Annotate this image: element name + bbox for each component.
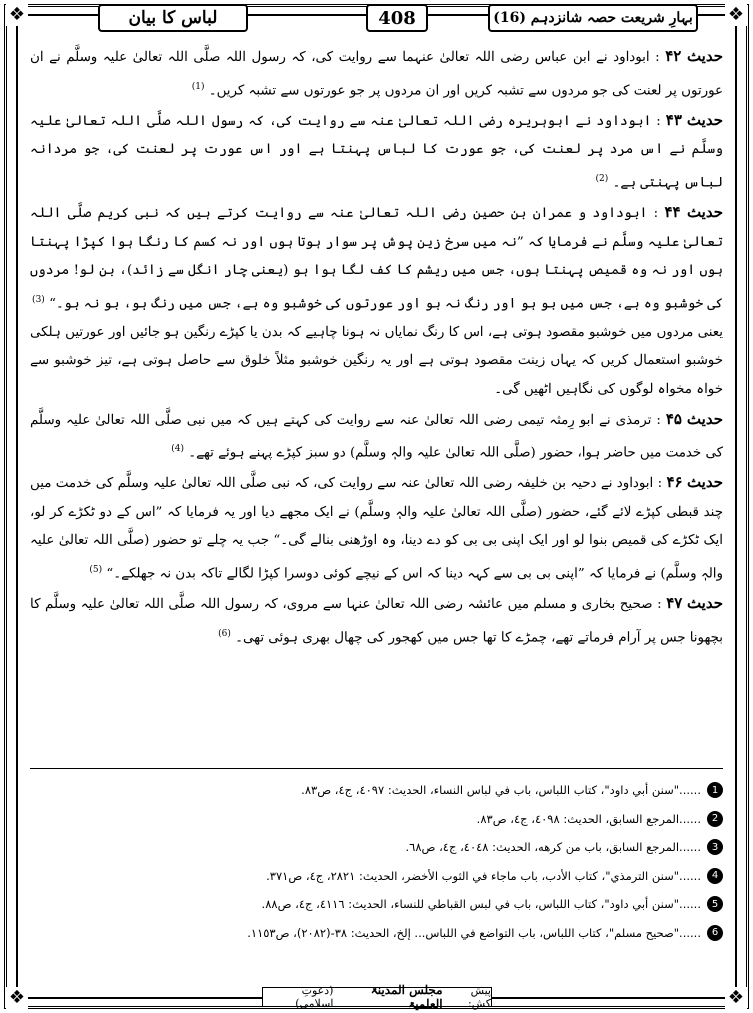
footnote-number: 5	[707, 896, 723, 912]
hadith-text: : ابوداود نے ابوہریرہ رضی اللہ تعالیٰ عنہ سے روایت کی، کہ رسول اللہ صلَّی اللہ تعالیٰ علیہ وسلَّم نے اس مرد پر لعنت کی، جو عورت کا لباس پہنتا ہے اور اس عورت پر لعنت کی، جو مردانہ لباس پہنتی ہے۔	[30, 113, 724, 191]
footnote-text: ......المرجع السابق، باب من كرهه، الحديث: ٤٠٤٨، ج٤، ص٦٨.	[405, 840, 701, 855]
hadith-label: حدیث	[686, 202, 724, 221]
publisher-footer	[262, 983, 492, 1011]
footnote-number: 1	[707, 782, 723, 798]
hadith-45	[30, 405, 723, 469]
footnote-ref[interactable]: (3)	[32, 294, 45, 305]
publisher-org: (دعوتِ اسلامی)	[295, 984, 334, 1010]
footnote-number: 6	[707, 925, 723, 941]
hadith-text: : صحیح بخاری و مسلم میں عائشہ رضی اللہ تعالیٰ عنہا سے مروی، کہ رسول اللہ صلَّی اللہ تعالیٰ علیہ وسلَّم کا بچھونا جس پر آرام فرماتے تھے، چمڑے کا تھا جس میں کھجور کی چھال بھری ہوئی تھی۔	[30, 597, 723, 646]
hadith-number: ۴۳	[665, 110, 682, 129]
footnote-item	[30, 862, 723, 891]
hadith-number: ۴۵	[665, 409, 682, 428]
footnote-item	[30, 776, 723, 805]
corner-ornament-icon: ❖	[6, 987, 28, 1009]
hadith-text: : ترمذی نے ابو رِمثہ تیمی رضی اللہ تعالیٰ عنہ سے روایت کی کہتے ہیں کہ میں نبی صلَّی اللہ تعالیٰ علیہ وسلَّم کی خدمت میں حاضر ہوا، حضور (صلَّی اللہ تعالیٰ علیہ والہٖ وسلَّم) دو سبز کپڑے پہنے ہوئے تھے۔	[30, 412, 723, 461]
footnote-item	[30, 919, 723, 948]
footnote-text: ......"سنن أبي داود"، كتاب اللباس، باب في لباس النساء، الحديث: ٤٠٩٧، ج٤، ص٨٣.	[301, 783, 701, 798]
footnotes	[30, 776, 723, 947]
hadith-number: ۴۶	[666, 473, 683, 492]
corner-ornament-icon: ❖	[725, 987, 747, 1009]
book-title: بہارِ شریعت حصہ شانزدہم (16)	[488, 4, 698, 32]
main-text	[30, 42, 723, 653]
hadith-label: حدیث	[686, 594, 723, 613]
hadith-number: ۴۷	[666, 594, 683, 613]
footnote-separator	[30, 768, 723, 769]
hadith-number: ۴۲	[665, 47, 682, 65]
page-number: 408	[366, 4, 428, 32]
footnote-ref[interactable]: (5)	[89, 564, 103, 575]
hadith-44	[30, 198, 723, 319]
hadith-text: : ابوداود نے دحیہ بن خلیفہ رضی اللہ تعالیٰ عنہ سے روایت کی، کہ نبی صلَّی اللہ تعالیٰ علیہ وسلَّم کی خدمت میں چند قبطی کپڑے لائے گئے، حضور (صلَّی اللہ تعالیٰ علیہ والہٖ وسلَّم) نے ایک مجھے دیا اور یہ فرمایا کہ ”اس کے دو ٹکڑے کر لو، ایک ٹکڑے کی قمیص بنوا لو اور ایک اپنی بی بی کو دے دینا، وہ اوڑھنی بنالے گی۔“ جب یہ چلے تو حضور (صلَّی اللہ تعالیٰ علیہ والہٖ وسلَّم) نے فرمایا کہ ”اپنی بی بی سے کہہ دینا کہ اس کے نیچے کوئی دوسرا کپڑا لگالے تاکہ بدن نہ جھلکے۔“	[30, 476, 723, 582]
hadith-47	[30, 589, 723, 653]
hadith-label: حدیث	[686, 473, 724, 492]
hadith-label: حدیث	[686, 110, 723, 129]
hadith-43	[30, 106, 723, 198]
footnote-number: 2	[707, 811, 723, 827]
footnote-text: ......"سنن الترمذي"، كتاب الأدب، باب ماجاء في الثوب الأخضر، الحديث: ٢٨٢١، ج٤، ص٣٧١.	[266, 868, 701, 883]
hadith-label: حدیث	[686, 409, 723, 428]
footnote-ref[interactable]: (4)	[171, 444, 185, 455]
footnote-number: 4	[707, 868, 723, 884]
publisher-name: مجلس المدینۃ العلمیۃ	[370, 983, 443, 1011]
footnote-item	[30, 805, 723, 834]
footnote-ref[interactable]: (2)	[595, 173, 609, 184]
page-header	[18, 4, 735, 34]
chapter-title: لباس کا بیان	[98, 4, 248, 32]
footnote-text: ......"سنن أبي داود"، كتاب اللباس، باب في لبس القباطي للنساء، الحديث: ٤١١٦، ج٤، ص٨٨.	[261, 897, 701, 912]
hadith-text: : ابوداود نے ابن عباس رضی اللہ تعالیٰ عنہما سے روایت کی، کہ رسول اللہ صلَّی اللہ تعالیٰ علیہ وسلَّم نے ان عورتوں پر لعنت کی جو مردوں سے تشبہ کریں اور ان مردوں پر جو عورتوں سے تشبہ کریں۔	[30, 50, 723, 99]
footer-prefix: پیش کش:	[468, 984, 491, 1010]
footnote-item	[30, 890, 723, 919]
footnote-text: ......المرجع السابق، الحديث: ٤٠٩٨، ج٤، ص٨٣.	[476, 811, 701, 826]
hadith-46	[30, 468, 723, 589]
hadith-number: ۴۴	[664, 202, 681, 221]
hadith-label: حدیث	[686, 47, 723, 65]
footnote-item	[30, 833, 723, 862]
corner-ornament-icon: ❖	[6, 4, 28, 26]
hadith-text: : ابوداود و عمران بن حصین رضی اللہ تعالیٰ عنہ سے روایت کرتے ہیں کہ نبی کریم صلَّی اللہ تعالیٰ علیہ وسلَّم نے فرمایا کہ ”نہ میں سرخ زین پوش پر سوار ہوتا ہوں اور نہ کسم کا رنگا ہوا کپڑا پہنتا ہوں اور نہ وہ قمیص پہنتا ہوں، جس میں ریشم کا کف لگا ہوا ہو (یعنی چار انگل سے زائد)، بن لو! مردوں کی خوشبو وہ ہے، جس میں بو ہو اور رنگ نہ ہو اور عورتوں کی خوشبو وہ ہے، جس میں رنگ ہو، بو نہ ہو۔“	[30, 205, 723, 312]
explanation-paragraph: یعنی مردوں میں خوشبو مقصود ہوتی ہے، اس کا رنگ نمایاں نہ ہونا چاہیے کہ بدن یا کپڑے رنگین ہو جائیں اور عورتیں ہلکی خوشبو استعمال کریں کہ یہاں زینت مقصود ہوتی ہے اور یہ رنگین خوشبو مثلاً خلوق سے حاصل ہوتی ہے، تیز خوشبو سے خواہ مخواہ لوگوں کی نگاہیں اٹھیں گی۔	[30, 324, 723, 397]
footnote-ref[interactable]: (6)	[218, 628, 231, 639]
hadith-42	[30, 42, 723, 106]
footnote-text: ......"صحيح مسلم"، كتاب اللباس، باب التواضع في اللباس... إلخ، الحديث: ٣٨-(٢٠٨٢)، ص١١٥٣.	[247, 925, 701, 940]
corner-ornament-icon: ❖	[725, 4, 747, 26]
footnote-number: 3	[707, 839, 723, 855]
footnote-ref[interactable]: (1)	[191, 81, 205, 92]
